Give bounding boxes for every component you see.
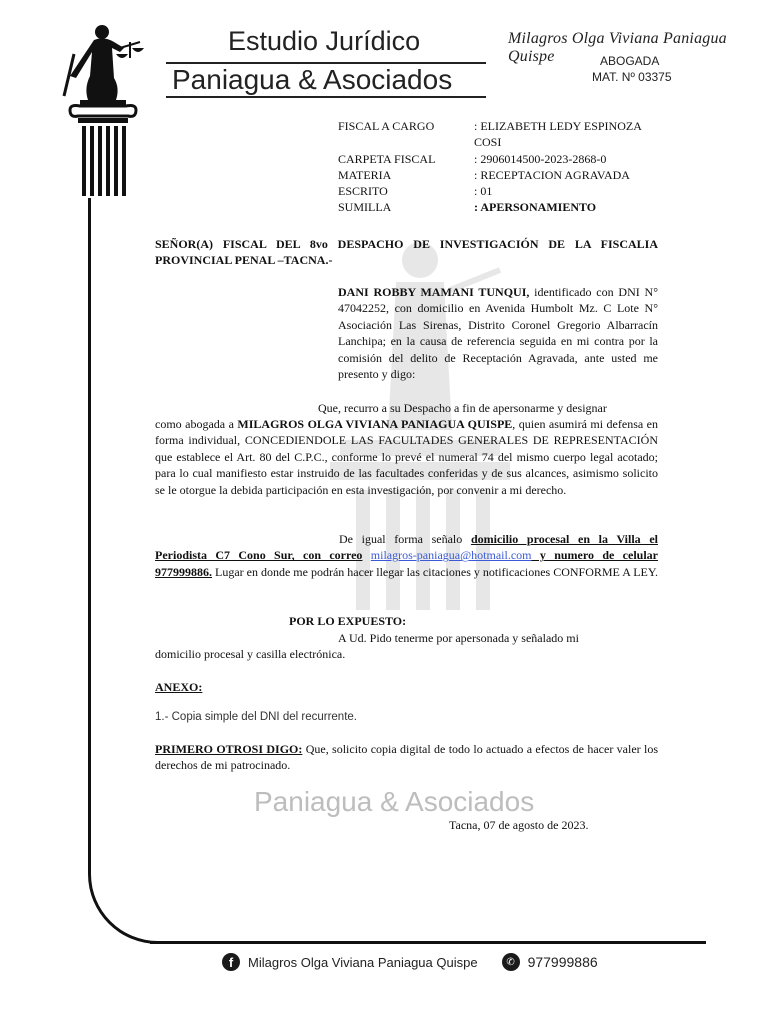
para1-part1: como abogada a — [155, 417, 238, 431]
otrosi-heading: PRIMERO OTROSI DIGO: — [155, 742, 303, 756]
info-row-materia — [338, 167, 668, 183]
info-row-escrito — [338, 183, 668, 199]
anexo-heading: ANEXO: — [155, 680, 203, 694]
anexo-item: 1.- Copia simple del DNI del recurrente. — [155, 711, 357, 723]
lawyer-signature-name: Milagros Olga Viviana Paniagua Quispe — [508, 30, 727, 65]
addressee-heading: SEÑOR(A) FISCAL DEL 8vo DESPACHO DE INVESTIGACIÓN DE LA FISCALIA PROVINCIAL PENAL –TACNA.- — [155, 237, 658, 268]
info-label: MATERIA — [338, 167, 392, 182]
para1-body — [155, 416, 658, 498]
facebook-name: Milagros Olga Viviana Paniagua Quispe — [248, 954, 478, 970]
expuesto-heading: POR LO EXPUESTO: — [289, 614, 407, 628]
firm-name-line1: Estudio Jurídico — [228, 26, 421, 56]
document-date: Tacna, 07 de agosto de 2023. — [449, 818, 589, 832]
info-row-sumilla — [338, 199, 668, 215]
info-value: : RECEPTACION AGRAVADA — [474, 167, 630, 182]
lawyer-title: ABOGADA — [600, 54, 660, 68]
info-label: SUMILLA — [338, 200, 392, 215]
expuesto-text: domicilio procesal y casilla electrónica. — [155, 647, 346, 661]
footer-phone — [502, 953, 598, 971]
header-divider-bottom — [166, 96, 486, 98]
info-label: ESCRITO — [338, 184, 388, 199]
intro-paragraph — [338, 284, 658, 382]
client-name: DANI ROBBY MAMANI TUNQUI, — [338, 285, 530, 299]
info-label: FISCAL A CARGO — [338, 119, 435, 133]
info-value: : ELIZABETH LEDY ESPINOZA COSI — [474, 119, 642, 150]
page-frame-left — [88, 198, 91, 840]
para2-lead: De igual forma señalo — [339, 532, 471, 546]
info-value: : APERSONAMIENTO — [474, 200, 597, 215]
case-info-table — [338, 118, 668, 216]
otrosi-paragraph — [155, 741, 658, 774]
lawyer-designated-name: MILAGROS OLGA VIVIANA PANIAGUA QUISPE — [237, 417, 513, 431]
watermark-firm-name: Paniagua & Asociados — [254, 786, 535, 817]
firm-name-line2: Paniagua & Asociados — [172, 64, 453, 95]
para2-rest: Lugar en donde me podrán hacer llegar las citaciones y notificaciones CONFORME A LEY. — [212, 564, 658, 579]
intro-text: identificado con DNI N° 47042252, con domicilio en Avenida Humbolt Mz. C Lote N° Asociación Las Sirenas, Distrito Coronel Gregorio Albarracín Lanchipa; en la causa de referencia seguida en mi contra por la comisión del delito de Receptación Agravada, ante usted me presento y digo: — [338, 285, 658, 382]
whatsapp-icon: ✆ — [502, 953, 520, 971]
otrosi-text: Que, solicito copia digital de todo lo actuado a efectos de hacer valer los derechos de mi patrocinado. — [155, 742, 658, 773]
page-frame-corner — [88, 820, 158, 944]
justice-logo — [58, 18, 162, 200]
procedural-address: domicilio procesal en la Villa el Periodista C7 Cono Sur, con correo — [155, 532, 658, 563]
info-row-carpeta — [338, 151, 668, 167]
para2-body — [155, 531, 658, 580]
info-label: CARPETA FISCAL — [338, 151, 436, 166]
expuesto-lead: A Ud. Pido tenerme por apersonada y señalado mi — [338, 631, 579, 645]
info-value: : 2906014500-2023-2868-0 — [474, 151, 607, 166]
lawyer-registration: MAT. Nº 03375 — [592, 70, 672, 84]
page-frame-bottom — [150, 941, 706, 944]
phone-number: y numero de celular 977999886. — [155, 548, 659, 579]
footer-contact — [222, 953, 598, 971]
info-value: : 01 — [474, 184, 493, 199]
info-row-fiscal — [338, 118, 668, 151]
para1-part2: , quien asumirá mi defensa en forma individual, CONCEDIENDOLE LAS FACULTADES GENERALES DE REPRESENTACIÓN que establece el Art. 80 del C.P.C., conforme lo prevé el numeral 74 del mismo cuerpo legal acotado; para lo cual manifiesto estar instruido de las facultades conferidas y de sus alcances, asimismo solicito se le otorgue la debida participación en esta investigación, por convenir a mi derecho. — [155, 417, 658, 497]
para1-lead: Que, recurro a su Despacho a fin de apersonarme y designar — [318, 401, 607, 415]
email-link[interactable]: milagros-paniagua@hotmail.com — [370, 548, 532, 563]
footer-phone-number: 977999886 — [527, 954, 598, 970]
facebook-icon: f — [222, 953, 240, 971]
